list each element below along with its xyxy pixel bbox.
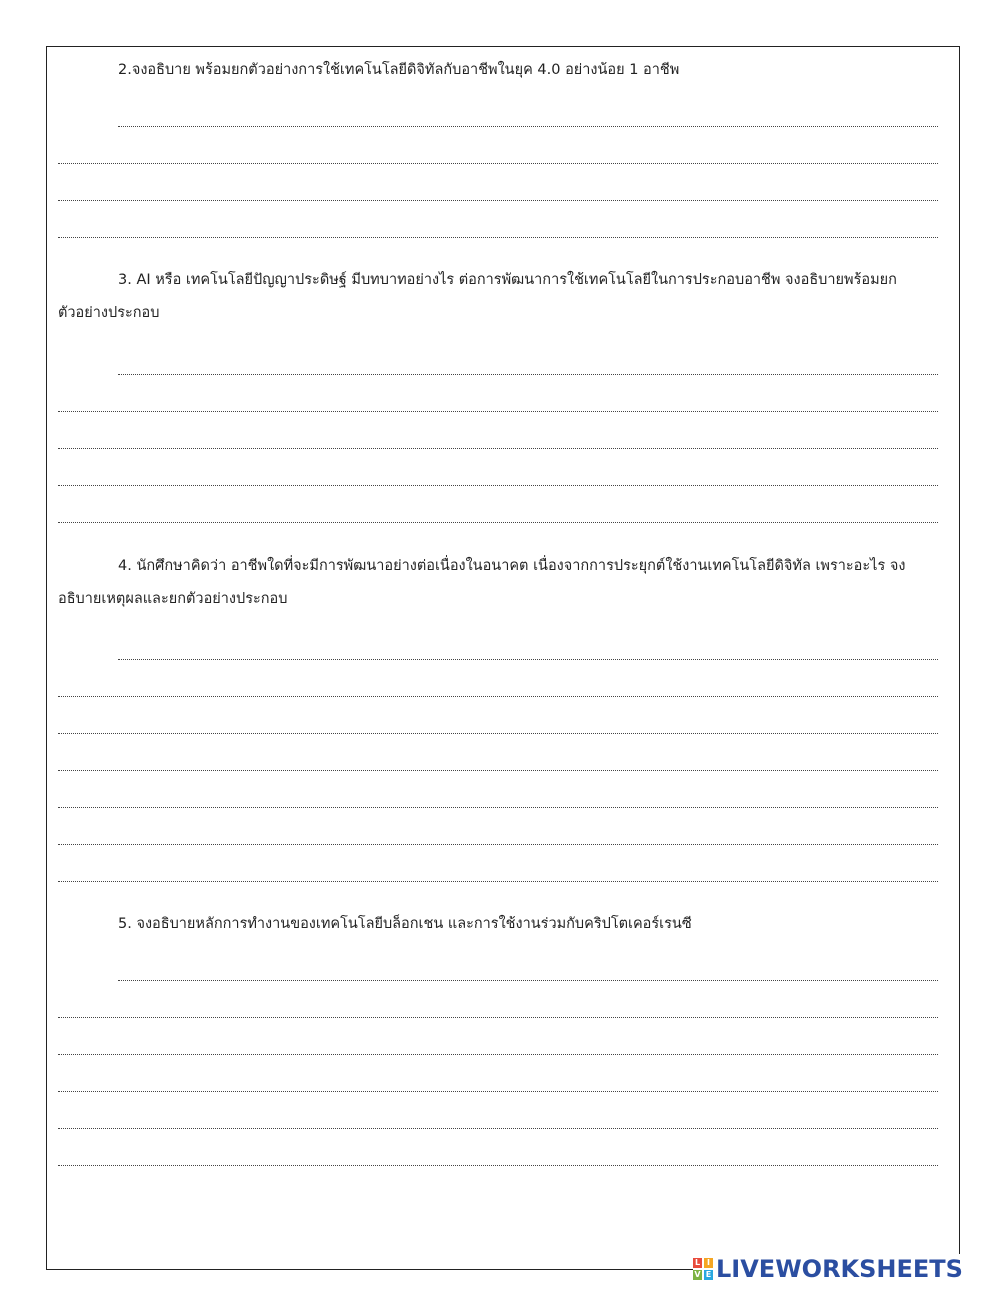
answer-line-q3-4[interactable] [58,485,938,486]
answer-line-q2-1[interactable] [118,126,938,127]
question-5-text: 5. จงอธิบายหลักการทำงานของเทคโนโลยีบล็อกเชน และการใช้งานร่วมกับคริปโตเคอร์เรนซี [118,916,692,932]
question-2-text: 2.จงอธิบาย พร้อมยกตัวอย่างการใช้เทคโนโลยีดิจิทัลกับอาชีพในยุค 4.0 อย่างน้อย 1 อาชีพ [118,62,680,78]
logo-mark-icon [693,1258,713,1280]
logo-text: LIVEWORKSHEETS [716,1255,963,1283]
answer-line-q4-3[interactable] [58,733,938,734]
answer-line-q3-5[interactable] [58,522,938,523]
answer-line-q3-2[interactable] [58,411,938,412]
answer-line-q5-2[interactable] [58,1017,938,1018]
answer-line-q4-4[interactable] [58,770,938,771]
answer-line-q2-4[interactable] [58,237,938,238]
answer-line-q5-6[interactable] [58,1165,938,1166]
logo-mark-letter: V [694,1270,701,1279]
question-4-text: 4. นักศึกษาคิดว่า อาชีพใดที่จะมีการพัฒนาอย่างต่อเนื่องในอนาคต เนื่องจากการประยุกต์ใช้งานเทคโนโลยีดิจิทัล เพราะอะไร จงอธิบายเหตุผลและยกตัวอย่างประกอบ [58,558,906,607]
answer-line-q4-1[interactable] [118,659,938,660]
logo-mark-letter: E [705,1270,712,1279]
answer-line-q3-1[interactable] [118,374,938,375]
answer-line-q4-5[interactable] [58,807,938,808]
answer-line-q5-5[interactable] [58,1128,938,1129]
question-3-text: 3. AI หรือ เทคโนโลยีปัญญาประดิษฐ์ มีบทบาทอย่างไร ต่อการพัฒนาการใช้เทคโนโลยีในการประกอบอาชีพ จงอธิบายพร้อมยกตัวอย่างประกอบ [58,272,897,321]
logo-mark-letter: L [694,1258,701,1267]
worksheet-frame [46,46,960,1270]
answer-line-q4-2[interactable] [58,696,938,697]
question-4 [58,550,938,616]
liveworksheets-logo [693,1254,969,1284]
answer-line-q5-4[interactable] [58,1091,938,1092]
question-3 [58,264,938,330]
logo-mark-letter: I [704,1258,713,1268]
answer-line-q4-7[interactable] [58,881,938,882]
answer-line-q2-3[interactable] [58,200,938,201]
answer-line-q5-1[interactable] [118,980,938,981]
answer-line-q4-6[interactable] [58,844,938,845]
answer-line-q2-2[interactable] [58,163,938,164]
answer-line-q5-3[interactable] [58,1054,938,1055]
question-2 [58,54,938,87]
answer-line-q3-3[interactable] [58,448,938,449]
question-5 [58,908,938,941]
